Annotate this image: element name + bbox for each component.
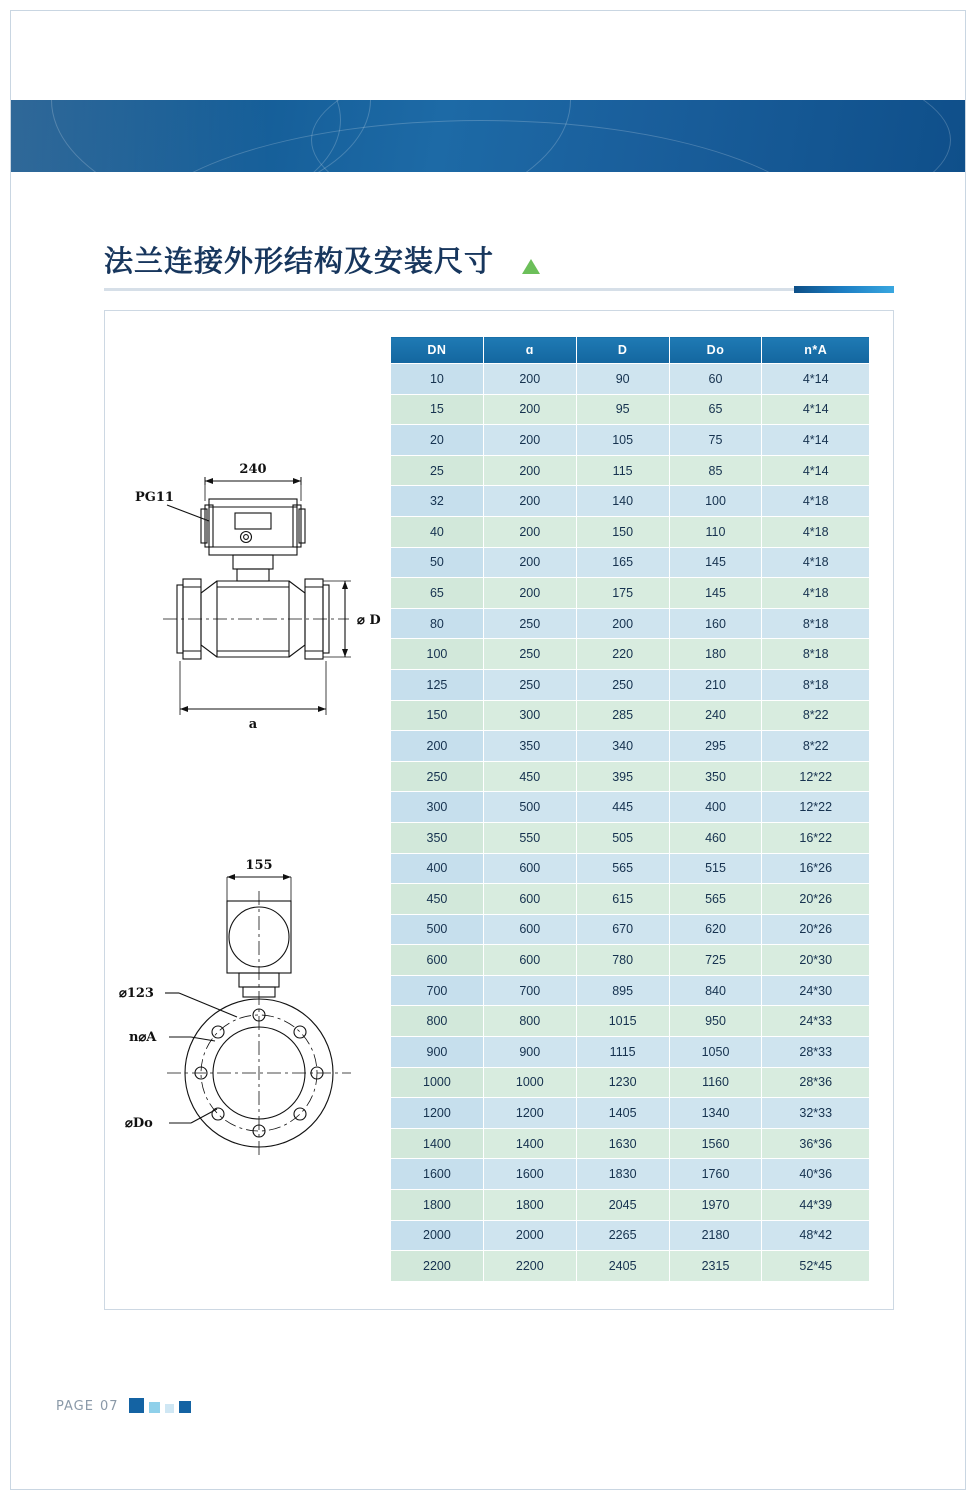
table-cell: 25 <box>391 455 484 486</box>
table-cell: 1400 <box>483 1128 576 1159</box>
table-cell: 295 <box>669 731 762 762</box>
table-cell: 1200 <box>483 1098 576 1129</box>
table-cell: 840 <box>669 975 762 1006</box>
table-cell: 250 <box>483 669 576 700</box>
table-cell: 1405 <box>576 1098 669 1129</box>
table-cell: 1230 <box>576 1067 669 1098</box>
table-cell: 65 <box>391 578 484 609</box>
banner-swoosh <box>311 100 951 172</box>
table-cell: 250 <box>483 639 576 670</box>
table-cell: 2000 <box>483 1220 576 1251</box>
table-cell: 200 <box>483 364 576 395</box>
table-row <box>391 669 870 700</box>
table-cell: 200 <box>483 455 576 486</box>
table-cell: 350 <box>483 731 576 762</box>
table-cell: 32 <box>391 486 484 517</box>
table-cell: 50 <box>391 547 484 578</box>
table-row <box>391 1006 870 1037</box>
table-cell: 4*18 <box>762 486 870 517</box>
table-cell: 40 <box>391 516 484 547</box>
table-cell: 48*42 <box>762 1220 870 1251</box>
table-cell: 20*30 <box>762 945 870 976</box>
table-cell: 2045 <box>576 1190 669 1221</box>
table-cell: 600 <box>483 945 576 976</box>
table-row <box>391 364 870 395</box>
table-cell: 200 <box>483 425 576 456</box>
table-cell: 40*36 <box>762 1159 870 1190</box>
table-cell: 1800 <box>483 1190 576 1221</box>
table-cell: 52*45 <box>762 1251 870 1282</box>
table-cell: 600 <box>483 884 576 915</box>
content-panel <box>104 310 894 1310</box>
table-cell: 1800 <box>391 1190 484 1221</box>
table-cell: 200 <box>483 486 576 517</box>
table-cell: 1400 <box>391 1128 484 1159</box>
bolt-count-label: n⌀A <box>129 1030 157 1045</box>
table-cell: 115 <box>576 455 669 486</box>
square-icon <box>179 1401 191 1413</box>
front-top-dimension: 155 <box>245 858 273 873</box>
table-row <box>391 1159 870 1190</box>
table-cell: 200 <box>391 731 484 762</box>
table-cell: 1830 <box>576 1159 669 1190</box>
table-cell: 24*30 <box>762 975 870 1006</box>
table-row <box>391 578 870 609</box>
table-cell: 8*22 <box>762 731 870 762</box>
footer-decoration <box>129 1398 191 1413</box>
table-cell: 90 <box>576 364 669 395</box>
table-cell: 505 <box>576 822 669 853</box>
table-cell: 20 <box>391 425 484 456</box>
table-cell: 4*14 <box>762 364 870 395</box>
table-row <box>391 822 870 853</box>
title-divider-accent <box>794 286 894 293</box>
table-cell: 8*18 <box>762 639 870 670</box>
table-cell: 450 <box>391 884 484 915</box>
table-cell: 15 <box>391 394 484 425</box>
table-cell: 240 <box>669 700 762 731</box>
table-cell: 8*18 <box>762 608 870 639</box>
table-cell: 895 <box>576 975 669 1006</box>
page-footer <box>56 1398 191 1414</box>
bolt-circle-label: ⌀Do <box>125 1116 153 1131</box>
table-cell: 200 <box>483 516 576 547</box>
table-row <box>391 731 870 762</box>
table-cell: 700 <box>391 975 484 1006</box>
table-cell: 600 <box>483 914 576 945</box>
table-cell: 200 <box>483 578 576 609</box>
table-cell: 1970 <box>669 1190 762 1221</box>
table-cell: 80 <box>391 608 484 639</box>
pg11-label: PG11 <box>135 490 174 505</box>
table-cell: 400 <box>669 792 762 823</box>
table-cell: 2405 <box>576 1251 669 1282</box>
table-cell: 285 <box>576 700 669 731</box>
square-icon <box>129 1398 144 1413</box>
table-cell: 95 <box>576 394 669 425</box>
table-cell: 16*22 <box>762 822 870 853</box>
table-cell: 400 <box>391 853 484 884</box>
table-cell: 220 <box>576 639 669 670</box>
table-cell: 140 <box>576 486 669 517</box>
table-row <box>391 1037 870 1068</box>
table-cell: 24*33 <box>762 1006 870 1037</box>
table-cell: 4*14 <box>762 394 870 425</box>
table-cell: 950 <box>669 1006 762 1037</box>
side-top-dimension: 240 <box>239 462 267 477</box>
footer-label: PAGE <box>56 1399 94 1414</box>
table-cell: 700 <box>483 975 576 1006</box>
technical-drawings <box>105 311 405 1309</box>
table-cell: 2315 <box>669 1251 762 1282</box>
table-cell: 145 <box>669 578 762 609</box>
table-row <box>391 914 870 945</box>
table-cell: 4*14 <box>762 455 870 486</box>
table-cell: 200 <box>576 608 669 639</box>
table-cell: 200 <box>483 547 576 578</box>
table-row <box>391 1098 870 1129</box>
table-cell: 600 <box>483 853 576 884</box>
table-cell: 250 <box>391 761 484 792</box>
table-cell: 800 <box>391 1006 484 1037</box>
table-cell: 2265 <box>576 1220 669 1251</box>
table-row <box>391 884 870 915</box>
table-cell: 20*26 <box>762 914 870 945</box>
table-cell: 110 <box>669 516 762 547</box>
table-cell: 28*36 <box>762 1067 870 1098</box>
table-cell: 550 <box>483 822 576 853</box>
bore-diameter-label: ⌀123 <box>119 986 154 1001</box>
table-cell: 900 <box>483 1037 576 1068</box>
table-row <box>391 455 870 486</box>
table-row <box>391 945 870 976</box>
table-row <box>391 547 870 578</box>
table-cell: 165 <box>576 547 669 578</box>
table-cell: 2200 <box>483 1251 576 1282</box>
table-cell: 1560 <box>669 1128 762 1159</box>
table-cell: 1000 <box>391 1067 484 1098</box>
table-cell: 800 <box>483 1006 576 1037</box>
table-cell: 105 <box>576 425 669 456</box>
title-divider <box>104 288 894 291</box>
side-diameter-label: ⌀ D <box>357 613 381 628</box>
table-cell: 515 <box>669 853 762 884</box>
table-cell: 2200 <box>391 1251 484 1282</box>
table-cell: 8*18 <box>762 669 870 700</box>
table-cell: 460 <box>669 822 762 853</box>
col-header-dn: DN <box>391 337 484 364</box>
table-cell: 900 <box>391 1037 484 1068</box>
square-icon <box>165 1404 174 1413</box>
table-cell: 450 <box>483 761 576 792</box>
table-cell: 160 <box>669 608 762 639</box>
table-cell: 200 <box>483 394 576 425</box>
table-row <box>391 1220 870 1251</box>
table-cell: 350 <box>669 761 762 792</box>
table-cell: 85 <box>669 455 762 486</box>
table-cell: 725 <box>669 945 762 976</box>
table-cell: 250 <box>483 608 576 639</box>
table-cell: 100 <box>391 639 484 670</box>
table-row <box>391 1251 870 1282</box>
table-row <box>391 394 870 425</box>
table-cell: 565 <box>669 884 762 915</box>
table-cell: 1000 <box>483 1067 576 1098</box>
table-cell: 150 <box>391 700 484 731</box>
table-cell: 75 <box>669 425 762 456</box>
table-cell: 65 <box>669 394 762 425</box>
side-view-drawing <box>105 421 405 881</box>
table-row <box>391 1067 870 1098</box>
table-cell: 32*33 <box>762 1098 870 1129</box>
table-cell: 12*22 <box>762 761 870 792</box>
header-banner <box>11 100 965 172</box>
table-cell: 1760 <box>669 1159 762 1190</box>
table-cell: 500 <box>483 792 576 823</box>
table-cell: 1600 <box>391 1159 484 1190</box>
table-row <box>391 761 870 792</box>
table-cell: 620 <box>669 914 762 945</box>
triangle-icon <box>522 259 540 274</box>
table-cell: 615 <box>576 884 669 915</box>
col-header-a: ɑ <box>483 337 576 364</box>
table-cell: 28*33 <box>762 1037 870 1068</box>
table-cell: 395 <box>576 761 669 792</box>
table-cell: 100 <box>669 486 762 517</box>
table-cell: 300 <box>391 792 484 823</box>
table-cell: 4*18 <box>762 547 870 578</box>
page-title-row <box>104 236 894 280</box>
table-cell: 600 <box>391 945 484 976</box>
table-cell: 145 <box>669 547 762 578</box>
table-cell: 1200 <box>391 1098 484 1129</box>
table-row <box>391 639 870 670</box>
table-header-row <box>391 337 870 364</box>
table-cell: 1340 <box>669 1098 762 1129</box>
table-row <box>391 792 870 823</box>
table-row <box>391 975 870 1006</box>
table-cell: 300 <box>483 700 576 731</box>
table-cell: 1015 <box>576 1006 669 1037</box>
square-icon <box>149 1402 160 1413</box>
table-cell: 12*22 <box>762 792 870 823</box>
table-cell: 565 <box>576 853 669 884</box>
table-cell: 125 <box>391 669 484 700</box>
page-title: 法兰连接外形结构及安装尺寸 <box>104 244 495 278</box>
table-cell: 4*18 <box>762 516 870 547</box>
table-cell: 180 <box>669 639 762 670</box>
table-row <box>391 853 870 884</box>
col-header-d: D <box>576 337 669 364</box>
table-cell: 20*26 <box>762 884 870 915</box>
table-row <box>391 700 870 731</box>
table-cell: 340 <box>576 731 669 762</box>
table-cell: 670 <box>576 914 669 945</box>
col-header-na: n*A <box>762 337 870 364</box>
col-header-do: Do <box>669 337 762 364</box>
table-cell: 1600 <box>483 1159 576 1190</box>
table-cell: 250 <box>576 669 669 700</box>
table-cell: 210 <box>669 669 762 700</box>
table-cell: 780 <box>576 945 669 976</box>
dimensions-table <box>390 336 870 1282</box>
table-cell: 44*39 <box>762 1190 870 1221</box>
front-view-drawing <box>105 841 405 1241</box>
table-row <box>391 516 870 547</box>
table-row <box>391 1190 870 1221</box>
table-row <box>391 1128 870 1159</box>
footer-page-number: 07 <box>99 1399 119 1414</box>
table-cell: 1050 <box>669 1037 762 1068</box>
table-cell: 2180 <box>669 1220 762 1251</box>
table-row <box>391 608 870 639</box>
table-cell: 10 <box>391 364 484 395</box>
table-cell: 4*14 <box>762 425 870 456</box>
table-cell: 150 <box>576 516 669 547</box>
table-row <box>391 486 870 517</box>
table-cell: 36*36 <box>762 1128 870 1159</box>
table-cell: 16*26 <box>762 853 870 884</box>
table-cell: 1160 <box>669 1067 762 1098</box>
table-cell: 8*22 <box>762 700 870 731</box>
table-cell: 60 <box>669 364 762 395</box>
side-bottom-dimension: a <box>248 717 258 732</box>
table-cell: 1115 <box>576 1037 669 1068</box>
table-row <box>391 425 870 456</box>
table-cell: 350 <box>391 822 484 853</box>
table-cell: 4*18 <box>762 578 870 609</box>
table-cell: 445 <box>576 792 669 823</box>
table-cell: 2000 <box>391 1220 484 1251</box>
table-cell: 500 <box>391 914 484 945</box>
table-cell: 175 <box>576 578 669 609</box>
table-cell: 1630 <box>576 1128 669 1159</box>
